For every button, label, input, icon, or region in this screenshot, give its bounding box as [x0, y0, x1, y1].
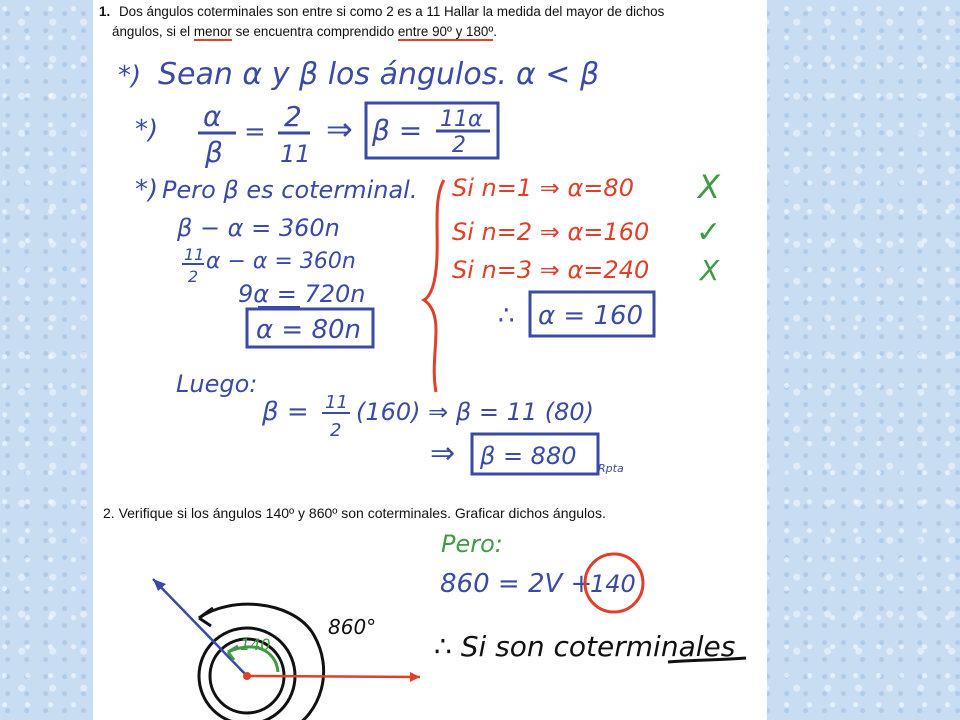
conclusion-text: ∴ Si son coterminales [434, 630, 736, 663]
case-n2: Si n=2 ⇒ α=160 [452, 218, 650, 246]
initial-side-arrowhead [410, 672, 420, 682]
angle-label-140: 140 [240, 635, 271, 654]
step-1: β − α = 360n [177, 214, 340, 242]
problem1-number: 1. [99, 4, 111, 19]
beta-formula-num: 11α [440, 107, 483, 132]
beta-eq-den: 2 [330, 420, 342, 441]
implies-arrow-1: ⇒ [326, 110, 353, 148]
initial-side-ray [247, 676, 420, 677]
case-n1: Si n=1 ⇒ α=80 [452, 174, 634, 202]
angle-label-860: 860° [328, 615, 377, 639]
case-n2-mark: ✓ [696, 215, 722, 250]
beta-880-boxed: β = 880 [480, 442, 577, 470]
pero-label-2: Pero: [441, 530, 503, 558]
problem1-line2-c: . [493, 24, 497, 39]
problem2-statement: 2. Verifique si los ángulos 140º y 860º son coterminales. Graficar dichos ángulos. [103, 505, 606, 521]
ratio-alpha: α [203, 100, 222, 133]
arrowhead-860 [199, 608, 213, 626]
problem1-line2-b: se encuentra comprendido [231, 24, 398, 39]
problem1-underlined-range: entre 90º y 180º [397, 24, 494, 39]
alpha-160-boxed: α = 160 [538, 301, 644, 331]
step-2-rest: α − α = 360n [206, 249, 356, 274]
step-4-boxed: α = 80n [256, 315, 362, 345]
ratio-equals: = [244, 117, 266, 147]
vertex-point [243, 672, 251, 680]
beta-eq-rest: (160) ⇒ β = 11 (80) [356, 398, 595, 426]
ratio-two: 2 [284, 100, 302, 133]
beta-formula-den: 2 [452, 133, 466, 158]
sean-text: Sean α y β los ángulos. [158, 57, 507, 92]
star-bullet-2: *) [135, 115, 159, 145]
step-3: 9α = 720n [238, 280, 366, 308]
problem1-line1: Dos ángulos coterminales son entre si como 2 es a 11 Hallar la medida del mayor de dichos [119, 4, 665, 19]
relation-text: α < β [516, 57, 600, 92]
beta-eq-lhs: β = [262, 397, 309, 427]
problem1-line2-a: ángulos, si el [112, 24, 194, 39]
coterminal-equation: 860 = 2V + [440, 569, 593, 599]
case-n3-mark: X [700, 254, 720, 287]
ratio-eleven: 11 [280, 140, 311, 168]
rpta-note: Rpta [598, 462, 624, 475]
circled-140: 140 [590, 570, 636, 598]
implies-arrow-final: ⇒ [430, 436, 456, 471]
step-2-den: 2 [188, 267, 199, 286]
problem1-underlined-menor: menor [193, 24, 232, 39]
outer-arc-860 [199, 604, 324, 720]
case-n3: Si n=3 ⇒ α=240 [452, 256, 650, 284]
pero-text: Pero β es coterminal. [162, 176, 418, 204]
therefore-symbol-1: ∴ [498, 301, 515, 331]
beta-eq-num: 11 [325, 392, 348, 413]
star-bullet-1: *) [118, 61, 142, 91]
luego-text: Luego: [176, 370, 258, 398]
curly-brace [424, 180, 444, 392]
case-n1-mark: X [698, 168, 720, 206]
beta-formula-lhs: β = [372, 114, 423, 147]
step-2-num: 11 [184, 245, 205, 264]
ratio-beta: β [205, 136, 223, 169]
star-bullet-3: *) [135, 175, 159, 205]
